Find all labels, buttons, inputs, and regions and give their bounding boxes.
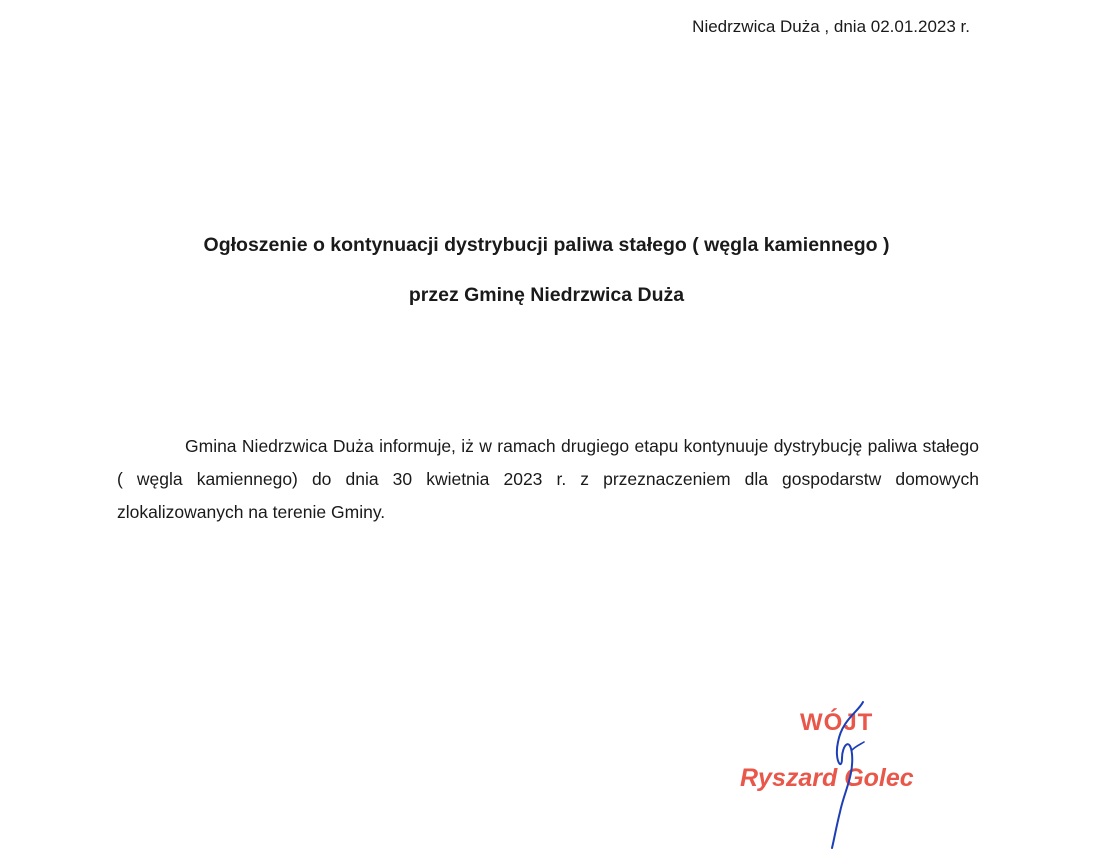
- place-and-date: Niedrzwica Duża , dnia 02.01.2023 r.: [692, 17, 970, 36]
- stamp-official-name: Ryszard Golec: [740, 764, 914, 792]
- announcement-subtitle: przez Gminę Niedrzwica Duża: [408, 284, 685, 306]
- announcement-title: Ogłoszenie o kontynuacji dystrybucji paliwa stałego ( węgla kamiennego ): [203, 234, 890, 256]
- stamp-office-title: WÓJT: [800, 709, 874, 736]
- handwritten-signature-icon: [730, 700, 950, 850]
- announcement-body: Gmina Niedrzwica Duża informuje, iż w ramach drugiego etapu kontynuuje dystrybucję paliwa stałego ( węgla kamiennego) do dnia 30 kwietnia 2023 r. z przeznaczeniem dla gospodarstw domowych zlokalizowanych na terenie Gminy.: [117, 436, 979, 522]
- signature-block: [730, 700, 950, 850]
